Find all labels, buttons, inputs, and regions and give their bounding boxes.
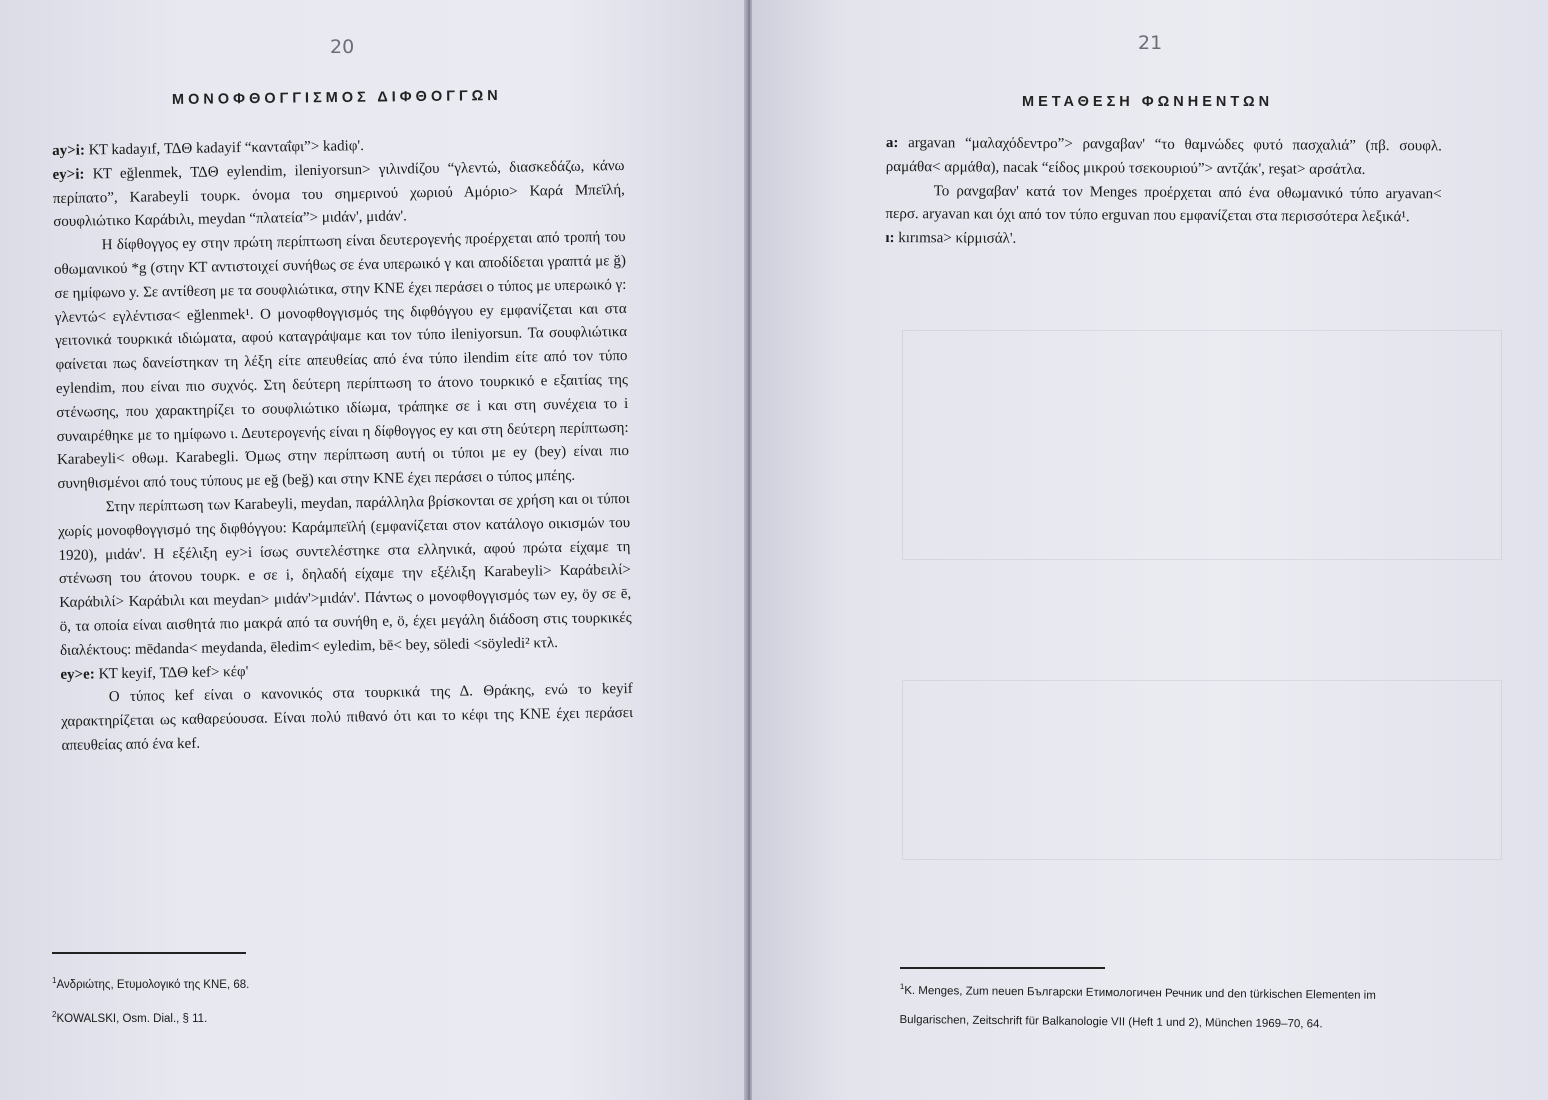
footnote-mark: 1	[899, 981, 905, 992]
paragraph	[52, 155, 625, 235]
page-number: 20	[330, 36, 355, 58]
paragraph-text: argavan “μαλαχόδεντρο”> ρανgαβαν' “το θαμνώδες φυτό πασχαλιά” (πβ. σουφλ. ραμάθα< αρμάθα), nacak “είδος μικρού τσεκουριού”> αντζάκ', reşat> αρσάτλα.	[885, 135, 1442, 178]
paragraph: Ο τύπος kef είναι ο κανονικός στα τουρκικά της Δ. Θράκης, ενώ το keyif χαρακτηρίζεται ως καθαρεύουσα. Είναι πολύ πιθανό ότι και το κέφι της ΚΝΕ έχει περάσει απευθείας από ένα kef.	[61, 681, 634, 754]
paragraph-label: ı:	[885, 230, 895, 247]
paragraph-text: kırımsa> κίρμισάλ'.	[894, 230, 1017, 247]
footnote-mark: 2	[52, 1009, 57, 1019]
paragraph-label: ay>i:	[52, 142, 86, 159]
footnotes	[52, 966, 612, 1034]
paragraph-text: ΚΤ keyif, ΤΔΘ kef> κέφ'	[94, 663, 249, 682]
paragraph: Το ρανgαβαν' κατά τον Menges προέρχεται από ένα οθωμανικό τύπο aryavan< περσ. aryavan και όχι από τον τύπο erguvan που εμφανίζεται στα περισσότερα λεξικά¹.	[885, 182, 1442, 226]
footnote-mark: 1	[52, 976, 57, 985]
footnote	[899, 972, 1440, 1040]
page-heading: ΜΕΤΑΘΕΣΗ ΦΩΝΗΕΝΤΩΝ	[1022, 94, 1274, 110]
footnotes	[899, 972, 1440, 1040]
left-page	[0, 0, 748, 1100]
bleed-through-table	[902, 330, 1502, 560]
bleed-through-table	[902, 680, 1502, 860]
footnote-rule	[900, 967, 1105, 969]
left-body-text	[52, 131, 634, 759]
paragraph	[885, 227, 1441, 254]
paragraph-label: a:	[885, 134, 899, 152]
paragraph-text: ΚΤ kadayıf, ΤΔΘ kadayif “κανταΐφι”> kadiφ'.	[84, 138, 365, 159]
footnote-rule	[52, 952, 246, 954]
paragraph-label: ey>e:	[60, 665, 95, 683]
footnote-text: KOWALSKI, Osm. Dial., § 11.	[56, 1012, 208, 1025]
footnote	[52, 1000, 612, 1034]
right-body-text	[885, 132, 1442, 254]
paragraph: Η δίφθογγος ey στην πρώτη περίπτωση είναι δευτερογενής προέρχεται από τροπή του οθωμανικού *g (στην ΚΤ αντιστοιχεί συνήθως σε ένα υπερωικό γ και αποδίδεται γραπτά με ğ) σε ημίφωνο y. Σε αντίθεση με τα σουφλιώτικα, στην ΚΝΕ έχει περάσει ο τύπος με υπερωικό γ: γλεντώ< εγλέντισα< eğlenmek¹. Ο μονοφθογγισμός της διφθόγγου ey εμφανίζεται και στα γειτονικά τουρκικά ιδιώματα, αφού καταγράψαμε και τον τύπο ileniyorsun. Τα σουφλιώτικα φαίνεται πως δανείστηκαν τη λέξη είτε απευθείας από ένα τύπο ilendim είτε από τον τύπο eylendim, που είναι πιο συχνός. Στη δεύτερη περίπτωση το άτονο τουρκικό e εξαιτίας της στένωσης, που χαρακτηρίζει το σουφλιώτικο ιδίωμα, τράπηκε σε i και στη συνέχεια το i συναιρέθηκε με το ημίφωνο ι. Δευτερογενής είναι η δίφθογγος ey και στη δεύτερη περίπτωση: Karabeyli< οθωμ. Karabegli. Όμως στην περίπτωση αυτή οι τύποι με ey (bey) είναι πιο συνηθισμένοι από τους τύπους με eğ (beğ) και στην ΚΝΕ έχει περάσει ο τύπος μπέης.	[53, 229, 630, 493]
footnote	[52, 966, 612, 1000]
paragraph-label: ey>i:	[52, 166, 85, 183]
paragraph: Στην περίπτωση των Karabeyli, meydan, παράλληλα βρίσκονται σε χρήση και οι τύποι χωρίς μονοφθογγισμό της διφθόγγου: Καράμπεϊλή (εμφανίζεται στον κατάλογο οικισμών του 1920), μιdάν'. Η εξέλιξη ey>i ίσως συντελέστηκε στα ελληνικά, αφού πρώτα είχαμε τη στένωση του άτονου τουρκ. e σε i, δηλαδή είχαμε την εξέλιξη Karabeyli> Καράbειλί> Καράbιλί> Καράbιλι και meydan> μιdάν'>μιdάν'. Πάντως ο μονοφθογγισμός των ey, öy σε ē, ö, τα οποία είναι αισθητά πιο μακρά από τα συνήθη e, ö, έχει μεγάλη διάδοση στις τουρκικές διαλέκτους: mēdanda< meydanda, ēledim< eyledim, bē< bey, söledi <söyledi² κτλ.	[58, 490, 632, 659]
paragraph-text: ΚΤ eğlenmek, ΤΔΘ eylendim, ileniyorsun> γιλινdίζου “γλεντώ, διασκεδάζω, κάνω περίπατο”, Karabeyli τουρκ. όνομα του σημερινού χωριού Αμόριο> Καρά Μπεϊλή, σουφλιώτικο Καράbιλι, meydan “πλατεία”> μιdάν', μιdάν'.	[52, 157, 625, 231]
footnote-text: Ανδριώτης, Ετυμολογικό της ΚΝΕ, 68.	[56, 978, 250, 991]
footnote-text: K. Menges, Zum neuen Бългapски Етимологичен Речник und den türkischen Elementen im Bulgarischen, Zeitschrift für Balkanologie VII (Heft 1 und 2), München 1969–70, 64.	[899, 984, 1376, 1031]
page-number: 21	[1138, 32, 1163, 54]
page-heading: ΜΟΝΟΦΘΟΓΓΙΣΜΟΣ ΔΙΦΘΟΓΓΩΝ	[171, 87, 502, 109]
paragraph	[886, 132, 1442, 183]
